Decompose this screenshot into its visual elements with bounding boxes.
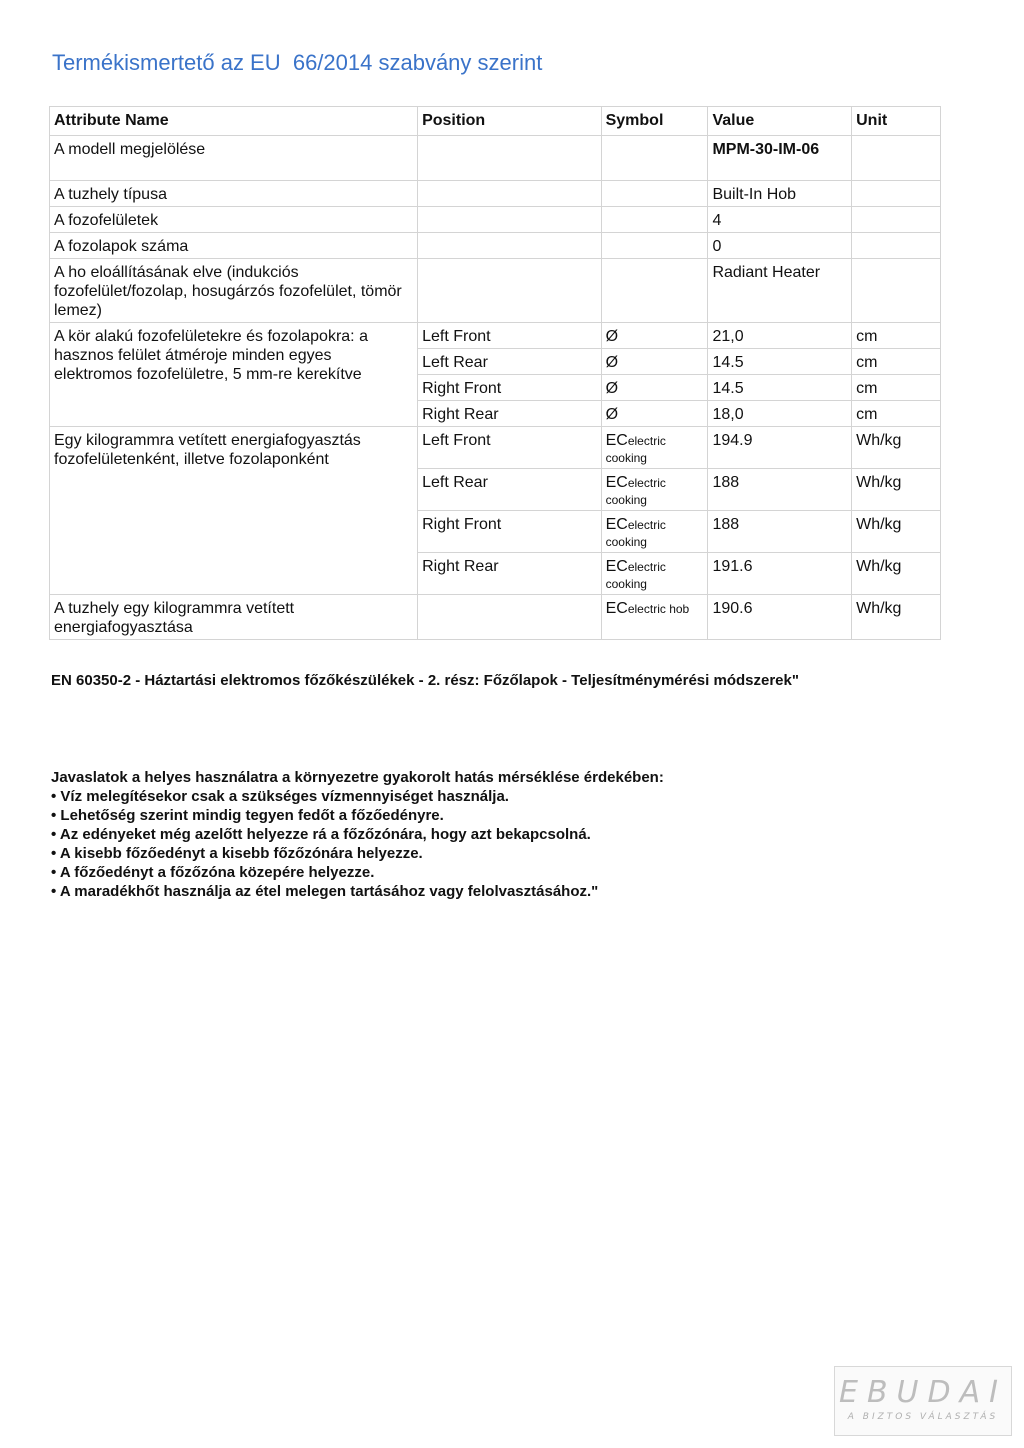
position-cell: Left Rear bbox=[418, 469, 602, 511]
unit-cell: cm bbox=[852, 375, 941, 401]
table-row bbox=[50, 427, 941, 469]
value-cell: 0 bbox=[708, 233, 852, 259]
unit-cell: cm bbox=[852, 323, 941, 349]
symbol-cell: ECelectric cooking bbox=[601, 553, 708, 595]
position-cell: Right Rear bbox=[418, 553, 602, 595]
position-cell: Right Front bbox=[418, 375, 602, 401]
advice-item: • A kisebb főzőedényt a kisebb főzőzónára helyezze. bbox=[51, 845, 423, 862]
value-cell: 188 bbox=[708, 511, 852, 553]
position-cell: Right Front bbox=[418, 511, 602, 553]
value-cell: 14.5 bbox=[708, 375, 852, 401]
table-row bbox=[50, 259, 941, 323]
value-cell: Built-In Hob bbox=[708, 181, 852, 207]
unit-cell: cm bbox=[852, 349, 941, 375]
table-row bbox=[50, 181, 941, 207]
unit-cell: Wh/kg bbox=[852, 427, 941, 469]
advice-heading: Javaslatok a helyes használatra a környezetre gyakorolt hatás mérséklése érdekében: bbox=[51, 769, 664, 786]
advice-item: • Víz melegítésekor csak a szükséges vízmennyiséget használja. bbox=[51, 788, 509, 805]
position-cell: Left Rear bbox=[418, 349, 602, 375]
attribute-cell: A fozolapok száma bbox=[50, 233, 418, 259]
symbol-cell: ECelectric cooking bbox=[601, 469, 708, 511]
value-cell: 14.5 bbox=[708, 349, 852, 375]
header-position: Position bbox=[418, 107, 602, 136]
value-cell: 188 bbox=[708, 469, 852, 511]
unit-cell: cm bbox=[852, 401, 941, 427]
spec-table bbox=[49, 106, 941, 640]
attribute-cell: Egy kilogrammra vetített energiafogyasztás fozofelületenként, illetve fozolaponként bbox=[50, 427, 418, 595]
page-title: Termékismertető az EU 66/2014 szabvány szerint bbox=[52, 50, 543, 75]
value-cell: 18,0 bbox=[708, 401, 852, 427]
advice-item: • A maradékhőt használja az étel melegen tartásához vagy felolvasztásához." bbox=[51, 883, 599, 900]
logo-tagline: A BIZTOS VÁLASZTÁS bbox=[847, 1412, 999, 1422]
symbol-cell: ECelectric cooking bbox=[601, 511, 708, 553]
position-cell: Left Front bbox=[418, 323, 602, 349]
value-cell: 21,0 bbox=[708, 323, 852, 349]
header-symbol: Symbol bbox=[601, 107, 708, 136]
header-attribute: Attribute Name bbox=[50, 107, 418, 136]
attribute-cell: A tuzhely egy kilogrammra vetített energiafogyasztása bbox=[50, 595, 418, 640]
value-cell: 194.9 bbox=[708, 427, 852, 469]
unit-cell: Wh/kg bbox=[852, 553, 941, 595]
table-row bbox=[50, 595, 941, 640]
table-header-row bbox=[50, 107, 941, 136]
logo-wordmark: EBUDAI bbox=[839, 1375, 1007, 1410]
symbol-cell: Ø bbox=[601, 323, 708, 349]
value-cell: 191.6 bbox=[708, 553, 852, 595]
advice-list bbox=[51, 768, 664, 901]
attribute-cell: A tuzhely típusa bbox=[50, 181, 418, 207]
advice-item: • Lehetőség szerint mindig tegyen fedőt a főzőedényre. bbox=[51, 807, 444, 824]
standard-reference: EN 60350-2 - Háztartási elektromos főzőkészülékek - 2. rész: Főzőlapok - Teljesítménymérési módszerek" bbox=[51, 672, 799, 689]
value-cell: MPM-30-IM-06 bbox=[708, 136, 852, 181]
table-row bbox=[50, 136, 941, 181]
position-cell: Left Front bbox=[418, 427, 602, 469]
symbol-cell: Ø bbox=[601, 349, 708, 375]
header-unit: Unit bbox=[852, 107, 941, 136]
table-row bbox=[50, 233, 941, 259]
attribute-cell: A ho eloállításának elve (indukciós fozofelület/fozolap, hosugárzós fozofelület, tömör lemez) bbox=[50, 259, 418, 323]
value-cell: Radiant Heater bbox=[708, 259, 852, 323]
symbol-cell: ECelectric cooking bbox=[601, 427, 708, 469]
position-cell: Right Rear bbox=[418, 401, 602, 427]
value-cell: 4 bbox=[708, 207, 852, 233]
advice-item: • A főzőedényt a főzőzóna közepére helyezze. bbox=[51, 864, 375, 881]
symbol-cell: ECelectric hob bbox=[601, 595, 708, 640]
symbol-cell: Ø bbox=[601, 401, 708, 427]
unit-cell: Wh/kg bbox=[852, 511, 941, 553]
table-row bbox=[50, 207, 941, 233]
advice-item: • Az edényeket még azelőtt helyezze rá a főzőzónára, hogy azt bekapcsolná. bbox=[51, 826, 591, 843]
attribute-cell: A modell megjelölése bbox=[50, 136, 418, 181]
attribute-cell: A fozofelületek bbox=[50, 207, 418, 233]
table-row bbox=[50, 323, 941, 349]
unit-cell: Wh/kg bbox=[852, 469, 941, 511]
attribute-cell: A kör alakú fozofelületekre és fozolapokra: a hasznos felület átméroje minden egyes elektromos fozofelületre, 5 mm-re kerekítve bbox=[50, 323, 418, 427]
value-cell: 190.6 bbox=[708, 595, 852, 640]
unit-cell: Wh/kg bbox=[852, 595, 941, 640]
ebudai-logo bbox=[834, 1366, 1012, 1436]
symbol-cell: Ø bbox=[601, 375, 708, 401]
header-value: Value bbox=[708, 107, 852, 136]
